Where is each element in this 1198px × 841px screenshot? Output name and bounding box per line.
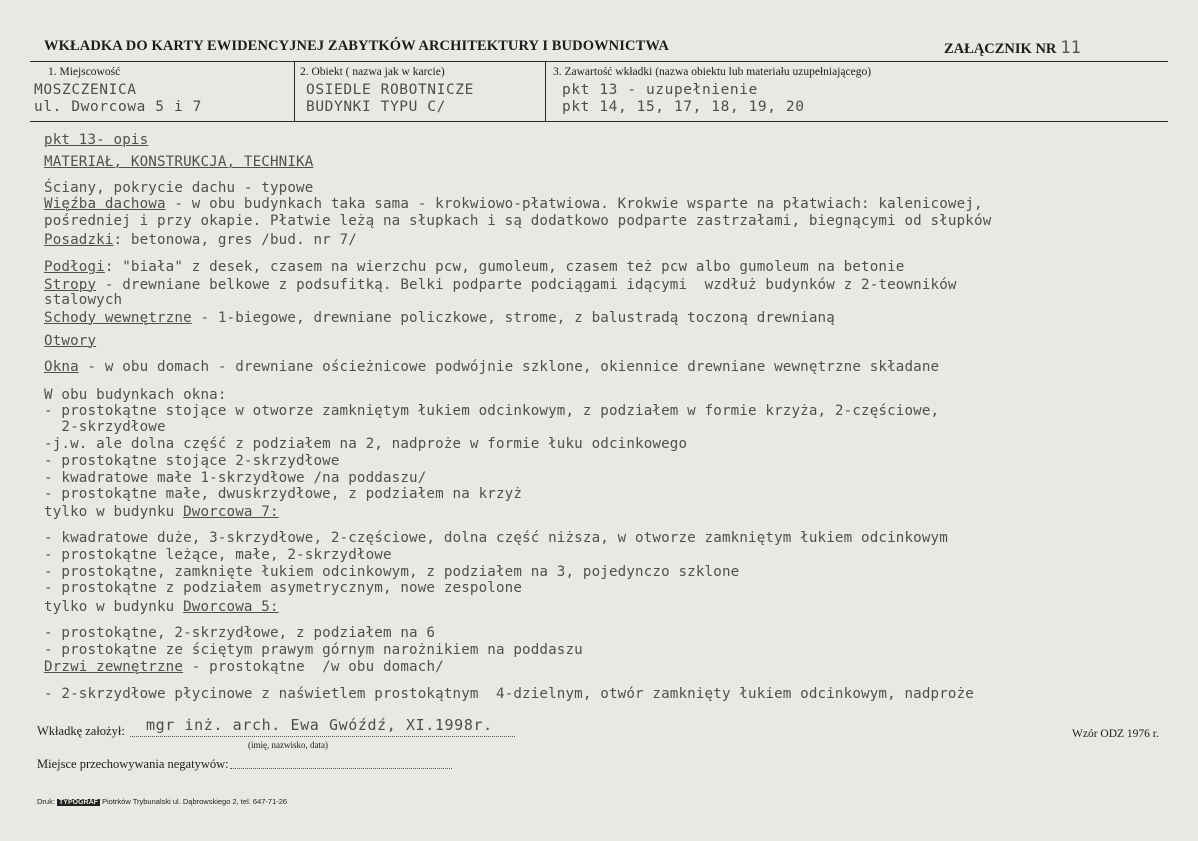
body-line xyxy=(44,213,991,229)
content-line-1: pkt 13 - uzupełnienie xyxy=(562,82,758,98)
body-text: - prostokątne z podziałem asymetrycznym, nowe zespolone xyxy=(44,580,523,596)
body-text: -j.w. ale dolna część z podziałem na 2, nadproże w formie łuku odcinkowego xyxy=(44,436,688,452)
object-line-1: OSIEDLE ROBOTNICZE xyxy=(306,82,474,98)
body-text: tylko w budynku xyxy=(44,599,184,615)
body-line xyxy=(44,333,96,349)
form-title: WKŁADKA DO KARTY EWIDENCYJNEJ ZABYTKÓW ARCHITEKTURY I BUDOWNICTWA xyxy=(44,38,669,54)
body-text: - w obu domach - drewniane ościeżnicowe podwójnie szklone, okiennice drewniane wewnętrzne składane xyxy=(78,359,940,375)
body-line xyxy=(44,436,687,452)
body-text: pośredniej i przy okapie. Płatwie leżą na słupkach i są dodatkowo podparte zastrzałami, biegnącymi od słupków xyxy=(44,213,992,229)
annex-number-field xyxy=(944,38,1081,58)
body-text: - prostokątne, zamknięte łukiem odcinkowym, z podziałem na 3, pojedynczo szklone xyxy=(44,564,740,580)
body-text: - w obu budynkach taka sama - krokwiowo-płatwiowa. Krokwie wsparte na płatwiach: kalenicowej, xyxy=(165,196,983,212)
negatives-label: Miejsce przechowywania negatywów: xyxy=(37,757,229,771)
body-line xyxy=(44,580,522,596)
body-text: 2-skrzydłowe xyxy=(44,419,166,435)
underlined-heading: pkt 13- opis xyxy=(44,132,149,148)
body-line xyxy=(44,292,122,308)
body-line xyxy=(44,625,435,641)
printer-logo: TYPOGRAF xyxy=(59,799,98,806)
body-text: - prostokątne stojące w otworze zamkniętym łukiem odcinkowym, z podziałem w formie krzyża, 2-częściowe, xyxy=(44,403,940,419)
place-label: 1. Miejscowość xyxy=(48,66,121,78)
body-line xyxy=(44,547,392,563)
print-prefix: Druk: xyxy=(37,797,55,806)
author-label: Wkładkę założył: xyxy=(37,724,125,738)
place-line-1: MOSZCZENICA xyxy=(34,82,137,98)
author-value: mgr inż. arch. Ewa Gwóźdź, XI.1998r. xyxy=(146,716,493,734)
header-divider-2 xyxy=(545,61,546,122)
body-text: - kwadratowe duże, 3-skrzydłowe, 2-częściowe, dolna część niższa, w otworze zamkniętym łukiem odcinkowym xyxy=(44,530,948,546)
body-line xyxy=(44,419,166,435)
body-line xyxy=(44,453,340,469)
body-text: - kwadratowe małe 1-skrzydłowe /na poddaszu/ xyxy=(44,470,427,486)
body-line xyxy=(44,659,444,675)
body-text: - drewniane belkowe z podsufitką. Belki podparte podciągami idącymi wzdłuż budynków z 2-teowników xyxy=(96,277,957,293)
underlined-heading: Dworcowa 7: xyxy=(183,504,279,520)
underlined-heading: Podłogi xyxy=(44,259,105,275)
body-line xyxy=(44,132,148,148)
header-top-rule xyxy=(30,61,1168,62)
print-address: Piotrków Trybunalski ul. Dąbrowskiego 2, tel. 647-71-26 xyxy=(102,797,288,806)
body-text: tylko w budynku xyxy=(44,504,184,520)
body-text: : betonowa, gres /bud. nr 7/ xyxy=(113,232,357,248)
underlined-heading: Schody wewnętrzne xyxy=(44,310,192,326)
underlined-heading: MATERIAŁ, KONSTRUKCJA, TECHNIKA xyxy=(44,154,314,170)
header-bottom-rule xyxy=(30,121,1168,122)
body-text: : "biała" z desek, czasem na wierzchu pcw, gumoleum, czasem też pcw albo gumoleum na betonie xyxy=(104,259,905,275)
body-text: Ściany, pokrycie dachu - typowe xyxy=(44,180,314,196)
body-line xyxy=(44,387,227,403)
body-line xyxy=(44,686,974,702)
underlined-heading: Stropy xyxy=(44,277,97,293)
author-dotted-line xyxy=(130,736,515,737)
body-text: - 1-biegowe, drewniane policzkowe, strome, z balustradą toczoną drewnianą xyxy=(191,310,835,326)
underlined-heading: Posadzki xyxy=(44,232,114,248)
annex-label: ZAŁĄCZNIK NR xyxy=(944,41,1057,57)
body-line xyxy=(44,486,522,502)
object-label: 2. Obiekt ( nazwa jak w karcie) xyxy=(300,66,445,78)
underlined-heading: Okna xyxy=(44,359,79,375)
body-text: - prostokątne stojące 2-skrzydłowe xyxy=(44,453,340,469)
body-line xyxy=(44,359,939,375)
body-line xyxy=(44,403,939,419)
body-line xyxy=(44,599,279,615)
body-text: - 2-skrzydłowe płycinowe z naświetlem prostokątnym 4-dzielnym, otwór zamknięty łukiem odcinkowym, nadproże xyxy=(44,686,975,702)
header-divider-1 xyxy=(294,61,295,122)
body-text: - prostokątne, 2-skrzydłowe, z podziałem na 6 xyxy=(44,625,436,641)
body-line xyxy=(44,310,835,326)
body-text: - prostokątne ze ściętym prawym górnym narożnikiem na poddaszu xyxy=(44,642,583,658)
negatives-dotted-line xyxy=(230,768,452,769)
body-line xyxy=(44,196,983,212)
body-text: W obu budynkach okna: xyxy=(44,387,227,403)
body-line xyxy=(44,530,948,546)
body-text: - prostokątne leżące, małe, 2-skrzydłowe xyxy=(44,547,392,563)
annex-number: 11 xyxy=(1060,38,1081,58)
underlined-heading: Dworcowa 5: xyxy=(183,599,279,615)
body-line xyxy=(44,504,279,520)
body-line xyxy=(44,180,313,196)
underlined-heading: Drzwi zewnętrzne xyxy=(44,659,184,675)
underlined-heading: Otwory xyxy=(44,333,97,349)
printer-imprint xyxy=(37,797,287,806)
body-line xyxy=(44,259,904,275)
content-label: 3. Zawartość wkładki (nazwa obiektu lub materiału uzupełniającego) xyxy=(553,66,872,78)
body-line xyxy=(44,277,957,293)
body-text: stalowych xyxy=(44,292,123,308)
body-line xyxy=(44,232,357,248)
body-text: - prostokątne /w obu domach/ xyxy=(183,659,444,675)
body-text: - prostokątne małe, dwuskrzydłowe, z podziałem na krzyż xyxy=(44,486,523,502)
form-model-id: Wzór ODZ 1976 r. xyxy=(1072,728,1159,740)
content-line-2: pkt 14, 15, 17, 18, 19, 20 xyxy=(562,99,805,115)
body-line xyxy=(44,642,583,658)
underlined-heading: Więźba dachowa xyxy=(44,196,166,212)
place-line-2: ul. Dworcowa 5 i 7 xyxy=(34,99,202,115)
body-line xyxy=(44,564,739,580)
body-line xyxy=(44,470,426,486)
object-line-2: BUDYNKI TYPU C/ xyxy=(306,99,446,115)
author-hint: (imię, nazwisko, data) xyxy=(248,740,328,750)
body-line xyxy=(44,154,313,170)
